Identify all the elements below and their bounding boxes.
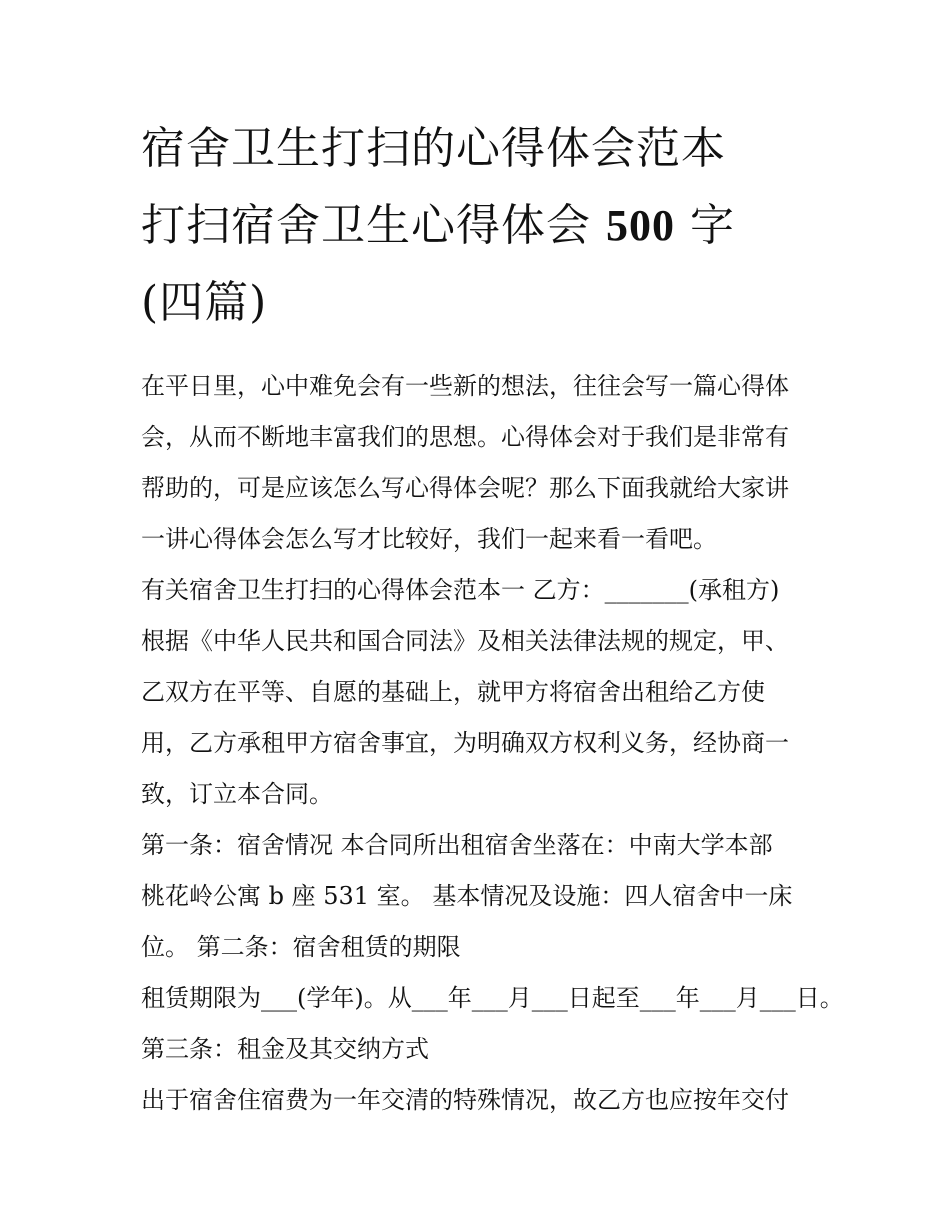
document-title	[141, 110, 821, 341]
paragraph-intro	[141, 361, 821, 565]
title-word-count: 500	[606, 201, 675, 250]
text-line: 用，乙方承租甲方宿舍事宜，为明确双方权利义务，经协商一	[141, 729, 789, 757]
text-line: 在平日里，心中难免会有一些新的想法，往往会写一篇心得体	[141, 372, 789, 400]
document-page	[141, 110, 844, 1126]
text-line: 第一条：宿舍情况 本合同所出租宿舍坐落在：中南大学本部	[141, 831, 773, 859]
text-line: 乙双方在平等、自愿的基础上，就甲方将宿舍出租给乙方使	[141, 678, 765, 706]
text-line: 一讲心得体会怎么写才比较好，我们一起来看一看吧。	[141, 525, 717, 553]
text-line: 致，订立本合同。	[141, 780, 333, 808]
text-line: 位。 第二条：宿舍租赁的期限	[141, 933, 461, 961]
title-line-2	[141, 187, 821, 264]
text-line: 有关宿舍卫生打扫的心得体会范本一 乙方：_______(承租方)	[141, 576, 780, 604]
text-line: 桃花岭公寓 b 座 531 室。 基本情况及设施：四人宿舍中一床	[141, 882, 793, 910]
title-line-1: 宿舍卫生打扫的心得体会范本	[141, 123, 726, 174]
title-word-unit: 字	[690, 200, 735, 251]
paragraph-article-3	[141, 1024, 821, 1075]
text-line: 帮助的，可是应该怎么写心得体会呢？那么下面我就给大家讲	[141, 474, 789, 502]
paragraph-article-1	[141, 820, 821, 973]
document-body	[141, 361, 844, 1126]
text-line: 根据《中华人民共和国合同法》及相关法律法规的规定，甲、	[141, 627, 789, 655]
title-line-3: (四篇)	[141, 277, 268, 328]
text-line: 第三条：租金及其交纳方式	[141, 1035, 429, 1063]
text-line: 会，从而不断地丰富我们的思想。心得体会对于我们是非常有	[141, 423, 789, 451]
paragraph-contract-intro	[141, 565, 821, 820]
text-line: 出于宿舍住宿费为一年交清的特殊情况，故乙方也应按年交付	[141, 1086, 789, 1114]
paragraph-lease-term	[141, 973, 844, 1024]
title-line-2-text: 打扫宿舍卫生心得体会	[141, 200, 591, 251]
text-line: 租赁期限为___(学年)。从___年___月___日起至___年___月___日。	[141, 984, 844, 1012]
paragraph-rent-payment	[141, 1075, 821, 1126]
